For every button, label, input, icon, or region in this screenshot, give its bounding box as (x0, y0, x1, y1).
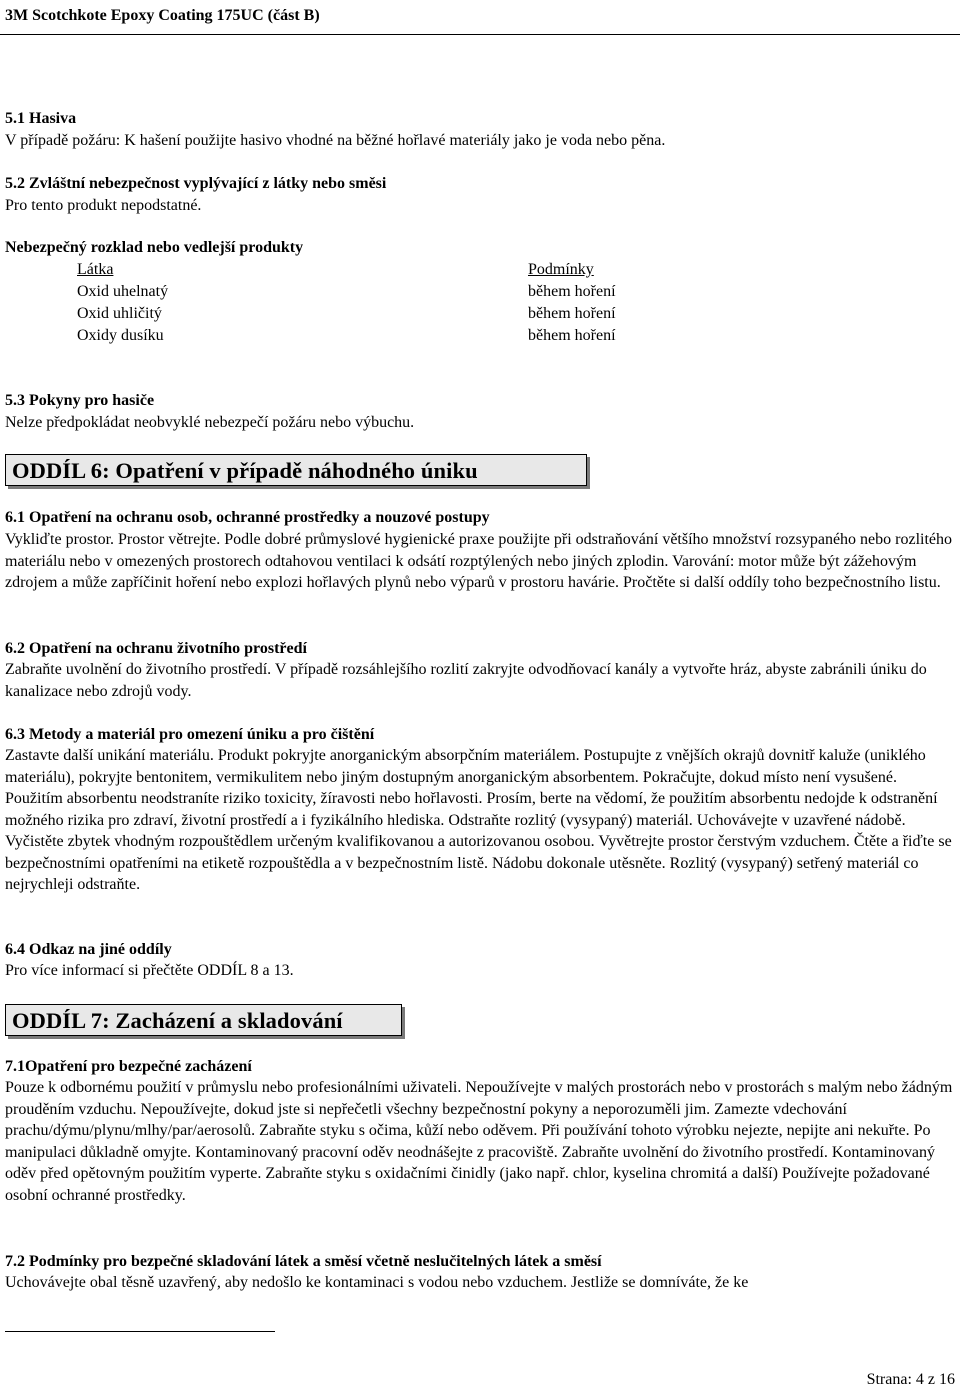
document-header (0, 0, 960, 35)
decomposition-conditions-column (528, 259, 616, 347)
section-7-title: ODDÍL 7: Zacházení a skladování (12, 1008, 343, 1033)
section-6-heading-bar (5, 454, 587, 486)
text-5-3: Nelze předpokládat neobvyklé nebezpečí požáru nebo výbuchu. (5, 414, 415, 431)
footer-divider (5, 1331, 275, 1332)
heading-6-1: 6.1 Opatření na ochranu osob, ochranné prostředky a nouzové postupy (5, 509, 490, 526)
heading-7-1: 7.1Opatření pro bezpečné zacházení (5, 1058, 252, 1075)
text-6-1: Vykliďte prostor. Prostor větrejte. Podle dobré průmyslové hygienické praxe použijte při odstraňování většího množství rozsypaného nebo rozlitého materiálu nebo v omezených prostorech odtahovou ventilaci k odsátí rozptýlených nebo jiných zplodin. Varování: motor může být zážehovým zdrojem a může zapříčinit hoření nebo explozi hořlavých plynů nebo výparů v prostoru havárie. Pročtěte si další oddíly toho bezpečnostního listu. (5, 531, 953, 591)
heading-5-1: 5.1 Hasiva (5, 110, 77, 127)
heading-6-2: 6.2 Opatření na ochranu životního prostředí (5, 640, 307, 657)
text-6-3: Zastavte další unikání materiálu. Produkt pokryjte anorganickým absorpčním materiálem. Postupujte z vnějších okrajů dovnitř kaluže (uniklého materiálu), pokryjte bentonitem, vermikulitem nebo jiným dostupným anorganickým absorbentem. Pokračujte, dokud místo není vysušené. Použitím absorbentu neodstraníte riziko toxicity, žíravosti nebo hořlavosti. Prosím, berte na vědomí, že použitím absorbentu nedojde k odstranění možného rizika pro zdraví, životní prostředí a i fyzikálního hlediska. Odstraňte rozlitý (vysypaný) materiál. Uchovávejte v uzavřené nádobě. Vyčistěte zbytek vhodným rozpouštědlem určeným kvalifikovanou a autorizovanou osobou. Vyvětrejte prostor čerstvým vzduchem. Čtěte a řiďte se bezpečnostními opatřeními na etiketě rozpouštědla a v bezpečnostním listě. Nádobu dokonale utěsněte. Rozlitý (vysypaný) setřený materiál co nejrychleji odstraňte. (5, 747, 952, 893)
section-7-heading-bar (5, 1004, 402, 1036)
text-6-2: Zabraňte uvolnění do životního prostředí. V případě rozsáhlejšího rozlití zakryjte odvodňovací kanály a vytvořte hráz, abyste zabránili úniku do kanalizace nebo zdrojů vody. (5, 661, 927, 700)
text-6-4: Pro více informací si přečtěte ODDÍL 8 a 13. (5, 962, 294, 979)
text-5-2: Pro tento produkt nepodstatné. (5, 197, 202, 214)
document-title: 3M Scotchkote Epoxy Coating 175UC (část B) (5, 7, 320, 24)
condition-cell: během hoření (528, 305, 616, 322)
heading-6-4: 6.4 Odkaz na jiné oddíly (5, 941, 172, 958)
condition-cell: během hoření (528, 283, 616, 300)
substance-cell: Oxid uhelnatý (77, 283, 169, 300)
page-number: Strana: 4 z 16 (866, 1371, 955, 1388)
text-7-2: Uchovávejte obal těsně uzavřený, aby nedošlo ke kontaminaci s vodou nebo vzduchem. Jestliže se domníváte, že ke (5, 1274, 749, 1291)
substance-cell: Oxidy dusíku (77, 327, 164, 344)
text-5-1: V případě požáru: K hašení použijte hasivo vhodné na běžné hořlavé materiály jako je voda nebo pěna. (5, 132, 666, 149)
heading-7-2: 7.2 Podmínky pro bezpečné skladování látek a směsí včetně neslučitelných látek a směsí (5, 1253, 602, 1270)
heading-5-3: 5.3 Pokyny pro hasiče (5, 392, 155, 409)
heading-decomposition: Nebezpečný rozklad nebo vedlejší produkty (5, 239, 304, 256)
substance-cell: Oxid uhličitý (77, 305, 162, 322)
heading-5-2: 5.2 Zvláštní nebezpečnost vyplývající z látky nebo směsi (5, 175, 387, 192)
section-6-title: ODDÍL 6: Opatření v případě náhodného úniku (12, 458, 478, 483)
condition-cell: během hoření (528, 327, 616, 344)
heading-6-3: 6.3 Metody a materiál pro omezení úniku a pro čištění (5, 726, 375, 743)
decomposition-substance-column (77, 259, 168, 347)
text-7-1: Pouze k odbornému použití v průmyslu nebo profesionálními uživateli. Nepoužívejte v malých prostorách nebo v prostorách s malým nebo žádným prouděním vzduchu. Nepoužívejte, dokud jste si nepřečetli všechny bezpečnostní pokyny a neporozuměli jim. Zamezte vdechování prachu/dýmu/plynu/mlhy/par/aerosolů. Zabraňte styku s očima, kůží nebo oděvem. Při používání tohoto výrobku nejezte, nepijte ani nekuřte. Po manipulaci důkladně omyjte. Kontaminovaný pracovní oděv neodnášejte z pracoviště. Zabraňte uvolnění do životního prostředí. Kontaminovaný oděv před opětovným použitím vyperte. Zabraňte styku s oxidačními činidly (jako např. chlor, kyselina chromitá a další) Používejte požadované osobní ochranné prostředky. (5, 1079, 953, 1204)
column-header-substance: Látka (77, 261, 114, 278)
column-header-conditions: Podmínky (528, 261, 594, 278)
